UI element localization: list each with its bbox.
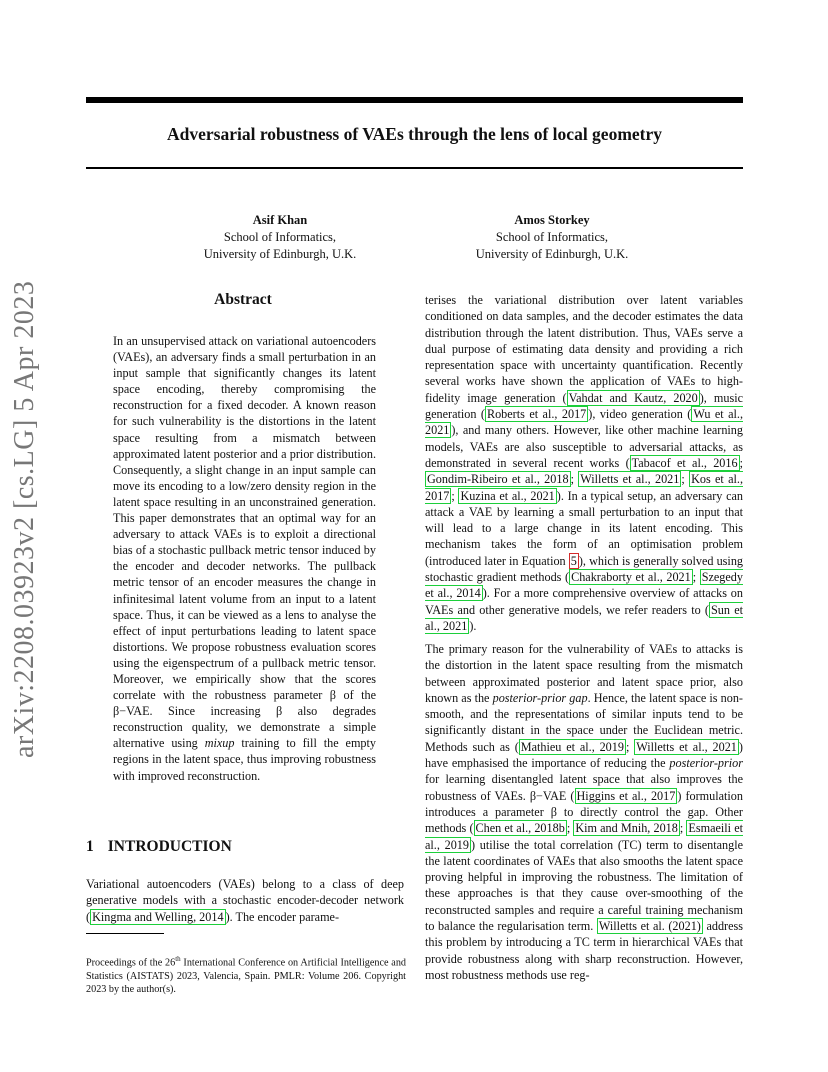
author-inst: University of Edinburgh, U.K. — [203, 247, 357, 261]
section-heading: 1 INTRODUCTION — [86, 838, 232, 855]
citation-link[interactable]: Higgins et al., 2017 — [576, 788, 676, 803]
paragraph-1: terises the variational distribution over latent variables conditioned on data samples, and the decoder estimates the data distribution through the latent distribution. Thus, VAEs serve a dual purpose of estimating data density and providing a rich representation space with uncertainty quantification. Recently several works have shown the application of VAEs to high-fidelity image generation ( Vahdat and Kautz, 2020 ), music generation ( Roberts et al., 2017 ), video generation ( Wu et al., 2021 ), and many others. However, like other machine learning models, VAEs are also susceptible to adversarial attacks, as demonstrated in several recent works ( Tabacof et al., 2016 ; Gondim-Ribeiro et al., 2018 ; Willetts et al., 2021 ; Kos et al., 2017 ; Kuzina et al., 2021 ). In a typical setup, an adversary can attack a VAE by learning a small perturbation to an input that will lead to a large change in its latent encoding. This mechanism takes the form of an optimisation problem (introduced later in Equation 5 ), which is generally solved using stochastic gradient methods ( Chakraborty et al., 2021 ; Szegedy et al., 2014 ). For a more comprehensive overview of attacks on VAEs and other generative models, we refer readers to ( Sun et al., 2021 ). — [425, 293, 744, 633]
author-inst: University of Edinburgh, U.K. — [475, 247, 629, 261]
abstract-heading: Abstract — [214, 291, 272, 308]
citation-link[interactable]: Roberts et al., 2017 — [486, 407, 587, 422]
intro-paragraph: Variational autoencoders (VAEs) belong to a class of deep generative models with a stochastic encoder-decoder network ( Kingma and Welling, 2014 ). The encoder parame- — [86, 877, 404, 924]
emphasis: posterior-prior gap — [492, 690, 588, 705]
title-rule-bottom — [86, 167, 743, 169]
paper-title: Adversarial robustness of VAEs through the lens of local geometry — [166, 124, 663, 144]
emphasis: posterior-prior — [669, 756, 743, 771]
citation-link[interactable]: Vahdat and Kautz, 2020 — [568, 390, 698, 405]
footnote: Proceedings of the 26th International Conference on Artificial Intelligence and Statistics (AISTATS) 2023, Valencia, Spain. PMLR: Volume 206. Copyright 2023 by the author(s). — [86, 955, 407, 996]
citation-link[interactable]: Wu et al., 2021 — [425, 407, 744, 438]
citation-link[interactable]: Chakraborty et al., 2021 — [571, 570, 691, 585]
author-dept: School of Informatics, — [223, 230, 337, 244]
citation-link[interactable]: Gondim-Ribeiro et al., 2018 — [427, 472, 569, 487]
title-rule-top — [86, 97, 743, 103]
citation-link[interactable]: Sun et al., 2021 — [425, 602, 743, 633]
citation-link[interactable]: Chen et al., 2018b — [475, 821, 565, 836]
citation-link[interactable]: Willetts et al. (2021) — [598, 919, 701, 934]
citation-link[interactable]: Tabacof et al., 2016 — [631, 455, 738, 470]
citation-link[interactable]: Willetts et al., 2021 — [580, 472, 680, 487]
citation-link[interactable]: Kuzina et al., 2021 — [460, 488, 555, 503]
abstract-text: In an unsupervised attack on variational autoencoders (VAEs), an adversary finds a small perturbation in an input sample that significantly changes its latent space encoding, thereby compromising the reconstruction for a fixed decoder. A known reason for such vulnerability is the distortions in the latent space resulting from a mismatch between approximated latent posterior and a prior distribution. Consequently, a slight change in an input sample can move its encoding to a low/zero density region in the latent space resulting in an unconstrained generation. This paper demonstrates that an optimal way for an adversary to attack VAEs is to exploit a directional bias of a stochastic pullback metric tensor induced by the encoder and decoder networks. The pullback metric tensor of an encoder measures the change in infinitesimal latent volume from an input to a latent space. Thus, it can be viewed as a lens to analyse the effect of input perturbations leading to latent space distortions. We propose robustness evaluation scores using the eigenspectrum of a pullback metric tensor. Moreover, we empirically show that the scores correlate with the robustness parameter β of the β−VAE. Since increasing β also degrades reconstruction quality, we demonstrate a simple alternative using mixup training to fill the empty regions in the latent space, thus improving robustness with improved reconstruction. — [113, 334, 377, 783]
citation-link[interactable]: Kim and Mnih, 2018 — [575, 821, 678, 836]
citation-link[interactable]: Kingma and Welling, 2014 — [92, 909, 224, 924]
equation-link[interactable]: 5 — [570, 553, 577, 568]
citation-link[interactable]: Mathieu et al., 2019 — [520, 739, 624, 754]
arxiv-stamp[interactable]: arXiv:2208.03923v2 [cs.LG] 5 Apr 2023 — [9, 280, 40, 758]
paragraph-2: The primary reason for the vulnerability of VAEs to attacks is the distortion in the latent space resulting from the mismatch between approximated posterior and latent space prior, also known as the posterior-prior gap. Hence, the latent space is non-smooth, and the representations of similar inputs tend to be significantly distant in the space under the Euclidean metric. Methods such as ( Mathieu et al., 2019 ; Willetts et al., 2021 ) have emphasised the importance of reducing the posterior-prior for learning disentangled latent space that also improves the robustness of VAEs. β−VAE ( Higgins et al., 2017 ) formulation introduces a parameter β to directly control the gap. Other methods ( Chen et al., 2018b ; Kim and Mnih, 2018 ; Esmaeili et al., 2019 ) utilise the total correlation (TC) term to disentangle the latent coordinates of VAEs that also smooths the latent space proving helpful in improving the robustness. The limitation of these approaches is that they cause over-smoothing of the reconstructed samples and require a careful training mechanism to balance the regularisation term. Willetts et al. (2021) address this problem by introducing a TC term in hierarchical VAEs that provide robustness along with sharp reconstruction. However, most robustness methods use reg- — [425, 642, 744, 982]
author-name: Asif Khan — [252, 213, 308, 227]
emphasis: mixup — [204, 736, 235, 751]
citation-link[interactable]: Kos et al., 2017 — [425, 472, 744, 503]
citation-link[interactable]: Esmaeili et al., 2019 — [425, 821, 743, 852]
footnote-rule — [86, 933, 164, 934]
citation-link[interactable]: Szegedy et al., 2014 — [425, 570, 743, 601]
author-1 — [150, 212, 410, 263]
author-dept: School of Informatics, — [495, 230, 609, 244]
author-2 — [422, 212, 682, 263]
citation-link[interactable]: Willetts et al., 2021 — [636, 739, 737, 754]
author-name: Amos Storkey — [514, 213, 590, 227]
